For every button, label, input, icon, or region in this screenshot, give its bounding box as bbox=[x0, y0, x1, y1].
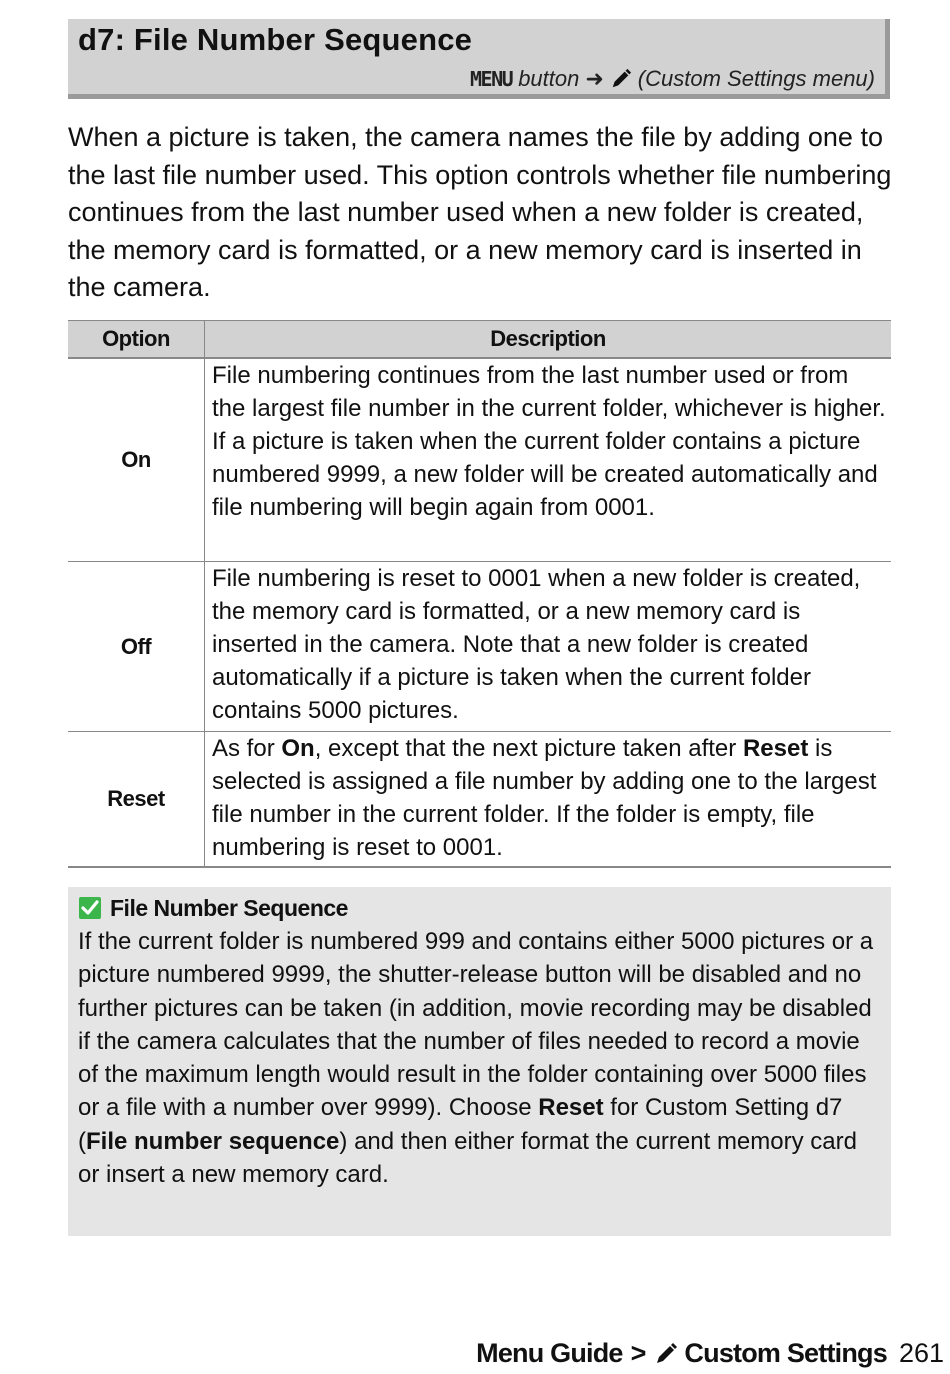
note-heading bbox=[78, 891, 881, 925]
reset-desc-text-1: As for bbox=[212, 734, 282, 762]
table-row bbox=[68, 358, 891, 561]
option-description-reset bbox=[205, 731, 892, 867]
menu-path bbox=[470, 66, 875, 92]
arrow-icon: ➜ bbox=[585, 66, 604, 91]
note-text-1: If the current folder is numbered 999 and contains either 5000 pictures or a picture numbered 9999, the shutter-release button will be disabled and no further pictures can be taken (in addition, movie recording may be disabled if the camera calculates that the number of files needed to record a movie of the maximum length would result in the folder containing over 5000 files or a file with a number over 9999). Choose bbox=[78, 928, 874, 1122]
note-box bbox=[68, 887, 891, 1236]
option-name-on: On bbox=[68, 358, 205, 561]
table-row bbox=[68, 561, 891, 731]
intro-paragraph: When a picture is taken, the camera names the file by adding one to the last file number used. This option controls whether file numbering continues from the last number used when a new folder is created, the memory card is formatted, or a new memory card is inserted in the camera. bbox=[68, 122, 892, 302]
menu-button-label: MENU bbox=[470, 67, 513, 91]
reset-desc-bold-reset: Reset bbox=[742, 734, 809, 762]
reset-desc-text-3: is selected is assigned a file number by adding one to the largest file number in the current folder. If the folder is empty, file numbering is reset to 0001. bbox=[212, 734, 877, 861]
options-table bbox=[68, 320, 891, 868]
footer-separator: > bbox=[630, 1338, 647, 1368]
note-bold-setting-name: File number sequence bbox=[86, 1127, 340, 1155]
note-text-2: for Custom Setting d7 ( bbox=[78, 1094, 843, 1155]
pencil-icon bbox=[654, 1342, 678, 1366]
note-body bbox=[78, 925, 881, 1191]
option-description-on: File numbering continues from the last number used or from the largest file number in the current folder, whichever is higher. If a picture is taken when the current folder contains a picture numbered 9999, a new folder will be created automatically and file numbering will begin again from 0001. bbox=[205, 358, 892, 561]
footer-link-menu-guide[interactable]: Menu Guide bbox=[476, 1338, 623, 1368]
option-name-off: Off bbox=[68, 561, 205, 731]
reset-desc-text-2: , except that the next picture taken after bbox=[314, 734, 743, 762]
menu-path-button-text: button bbox=[518, 66, 580, 91]
column-header-description: Description bbox=[205, 321, 892, 359]
table-row bbox=[68, 731, 891, 867]
note-bold-reset: Reset bbox=[538, 1094, 604, 1122]
section-header bbox=[68, 19, 890, 99]
check-icon bbox=[78, 896, 102, 920]
page-title: d7: File Number Sequence bbox=[78, 22, 473, 57]
option-description-off: File numbering is reset to 0001 when a new folder is created, the memory card is formatted, or a new memory card is inserted in the camera. Note that a new folder is created automatically if a picture is taken when the current folder contains 5000 pictures. bbox=[205, 561, 892, 731]
note-text-3: ) and then either format the current memory card or insert a new memory card. bbox=[78, 1127, 857, 1189]
pencil-icon bbox=[610, 68, 632, 90]
table-header-row bbox=[68, 321, 891, 359]
page-number: 261 bbox=[898, 1338, 944, 1368]
footer-link-custom-settings[interactable]: Custom Settings bbox=[684, 1338, 887, 1368]
reset-desc-bold-on: On bbox=[281, 734, 315, 762]
page-footer bbox=[476, 1338, 944, 1369]
menu-path-name: (Custom Settings menu) bbox=[637, 66, 875, 91]
column-header-option: Option bbox=[68, 321, 205, 359]
note-title: File Number Sequence bbox=[110, 894, 348, 921]
option-name-reset: Reset bbox=[68, 731, 205, 867]
